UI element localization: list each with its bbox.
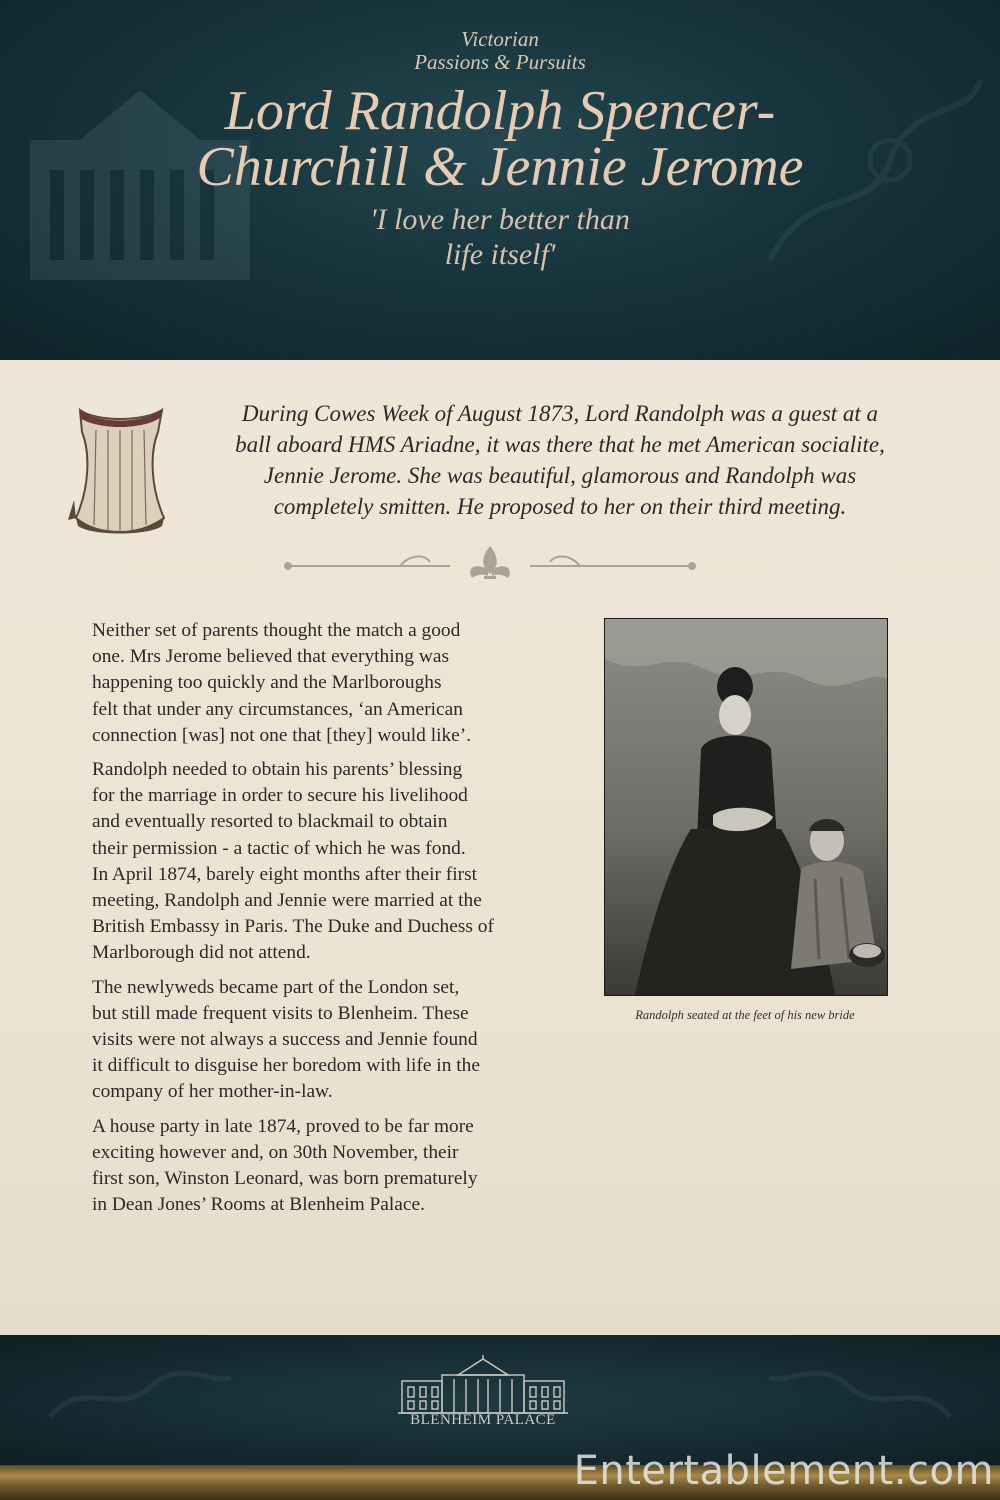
text-line: In April 1874, barely eight months after their first — [92, 863, 478, 885]
text-line: The newlyweds became part of the London set, — [92, 976, 460, 998]
series-kicker-line2: Passions & Pursuits — [414, 50, 586, 74]
text-line: their permission - a tactic of which he was fond. — [92, 837, 466, 859]
text-line: it difficult to disguise her boredom with life in the — [92, 1055, 480, 1077]
scroll-ornament-icon — [40, 1357, 240, 1437]
quote-line2: life itself' — [444, 238, 556, 271]
text-line: and eventually resorted to blackmail to obtain — [92, 811, 448, 833]
intro-line: During Cowes Week of August 1873, Lord Randolph was a guest at a — [241, 401, 879, 426]
text-line: British Embassy in Paris. The Duke and Duchess of — [92, 916, 494, 938]
intro-line: completely smitten. He proposed to her on their third meeting. — [273, 494, 847, 519]
text-line: exciting however and, on 30th November, their — [92, 1141, 459, 1163]
text-line: in Dean Jones’ Rooms at Blenheim Palace. — [92, 1194, 425, 1216]
text-line: for the marriage in order to secure his livelihood — [92, 785, 468, 807]
body-text-column — [92, 618, 562, 1226]
intro-line: Jennie Jerome. She was beautiful, glamorous and Randolph was — [263, 463, 857, 488]
intro-paragraph — [190, 398, 930, 522]
text-line: Randolph needed to obtain his parents’ blessing — [92, 759, 463, 781]
series-kicker-line1: Victorian — [461, 27, 539, 51]
text-line: but still made frequent visits to Blenheim. These — [92, 1002, 469, 1024]
couple-portrait-icon — [605, 619, 887, 995]
text-line: Marlborough did not attend. — [92, 942, 311, 964]
fleur-de-lis-divider-icon — [280, 540, 700, 586]
page-title-line1: Lord Randolph Spencer- — [224, 80, 776, 142]
palace-logo-text: BLENHEIM PALACE — [410, 1412, 556, 1428]
text-line: connection [was] not one that [they] would like’. — [92, 724, 472, 746]
text-line: first son, Winston Leonard, was born prematurely — [92, 1168, 478, 1190]
photo-caption: Randolph seated at the feet of his new bride — [635, 1008, 855, 1022]
paragraph-newlyweds — [92, 975, 562, 1106]
site-watermark: Entertablement.com — [573, 1448, 994, 1494]
text-line: one. Mrs Jerome believed that everything was — [92, 646, 450, 668]
text-line: A house party in late 1874, proved to be far more — [92, 1115, 474, 1137]
intro-line: ball aboard HMS Ariadne, it was there that he met American socialite, — [235, 432, 885, 457]
corset-illustration-icon — [66, 400, 174, 540]
paragraph-parents — [92, 618, 562, 749]
scroll-ornament-icon — [760, 1357, 960, 1437]
text-line: meeting, Randolph and Jennie were married at the — [92, 890, 482, 912]
paragraph-marriage — [92, 757, 562, 967]
text-line: felt that under any circumstances, ‘an American — [92, 698, 463, 720]
page-title-line2: Churchill & Jennie Jerome — [196, 136, 804, 198]
text-line: happening too quickly and the Marlboroughs — [92, 672, 442, 694]
paragraph-winston — [92, 1114, 562, 1219]
historic-photograph — [604, 618, 888, 996]
text-line: Neither set of parents thought the match a good — [92, 620, 461, 641]
text-line: visits were not always a success and Jennie found — [92, 1029, 478, 1051]
quote-line1: 'I love her better than — [370, 203, 630, 236]
text-line: company of her mother-in-law. — [92, 1081, 333, 1103]
blenheim-palace-logo-icon — [398, 1355, 568, 1417]
